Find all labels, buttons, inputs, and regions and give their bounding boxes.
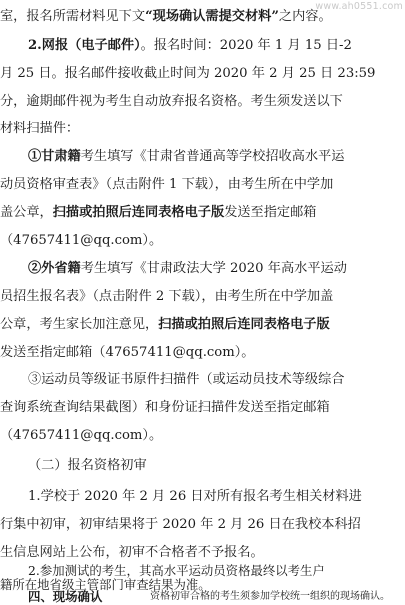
text-span: 公章，考生家长加注意见，	[0, 317, 159, 332]
text-line: 查询系统查询结果截图）和身份证扫描件发送至指定邮箱	[0, 400, 330, 415]
text-line	[0, 200, 405, 226]
text-line: 员招生报名表》（点击附件 2 下载），由考生所在中学加盖	[0, 289, 334, 304]
item-heading: ②外省籍	[28, 261, 81, 276]
text-line: 1.学校于 2020 年 2 月 26 日对所有报名考生相关材料进	[28, 489, 362, 504]
bold-quote: “现场确认需提交材料”	[145, 9, 279, 24]
text-line: 资格初审合格的考生须参加学校统一组织的现场确认。	[150, 591, 390, 602]
text-line: 分，逾期邮件视为考生自动放弃报名资格。考生须发送以下	[0, 94, 343, 109]
text-line: 籍所在地省级主管部门审查结果为准。	[0, 577, 211, 592]
text-span: 盖公章，	[0, 205, 53, 220]
text-line: 行集中初审，初审结果将于 2020 年 2 月 26 日在我校本科招	[0, 517, 361, 532]
text-span: 之内容。	[278, 9, 332, 24]
text-line	[0, 144, 405, 170]
email-line: （47657411@qq.com）。	[0, 428, 163, 443]
email-line: 发送至指定邮箱（47657411@qq.com）。	[0, 345, 255, 360]
subheading: （二）报名资格初审	[28, 458, 147, 473]
text-span: 室，报名所需材料见下文	[0, 9, 146, 24]
text-line: 材料扫描件：	[0, 121, 80, 136]
text-span: 。报名时间：2020 年 1 月 15 日-2	[140, 38, 352, 53]
watermark: www.ah0551.com	[315, 1, 403, 12]
text-line	[0, 312, 405, 338]
text-line	[0, 4, 405, 30]
text-span: 考生填写《甘肃政法大学 2020 年高水平运动	[80, 261, 347, 276]
bold-span: 扫描或拍照后连同表格电子版	[158, 317, 330, 332]
text-line: 动员资格审查表》（点击附件 1 下载），由考生所在中学加	[0, 177, 334, 192]
text-span: 考生填写《甘肃省普通高等学校招收高水平运	[80, 149, 345, 164]
email-line: （47657411@qq.com）。	[0, 233, 163, 248]
text-line	[0, 33, 405, 59]
text-span: 发送至指定邮箱	[224, 205, 317, 220]
bold-span: 扫描或拍照后连同表格电子版	[52, 205, 225, 220]
section-heading: 四、现场确认	[28, 589, 103, 604]
text-line: 生信息网站上公布，初审不合格者不予报名。	[0, 545, 264, 560]
text-line	[0, 256, 405, 282]
text-line: 2.参加测试的考生，其高水平运动员资格最终以考生户	[28, 563, 325, 578]
section-heading: 2.网报（电子邮件）	[28, 38, 141, 53]
text-line: ③运动员等级证书原件扫描件（或运动员技术等级综合	[28, 372, 345, 387]
text-line: 月 25 日。报名邮件接收截止时间为 2020 年 2 月 25 日 23:59	[0, 66, 376, 81]
item-heading: ①甘肃籍	[28, 149, 81, 164]
